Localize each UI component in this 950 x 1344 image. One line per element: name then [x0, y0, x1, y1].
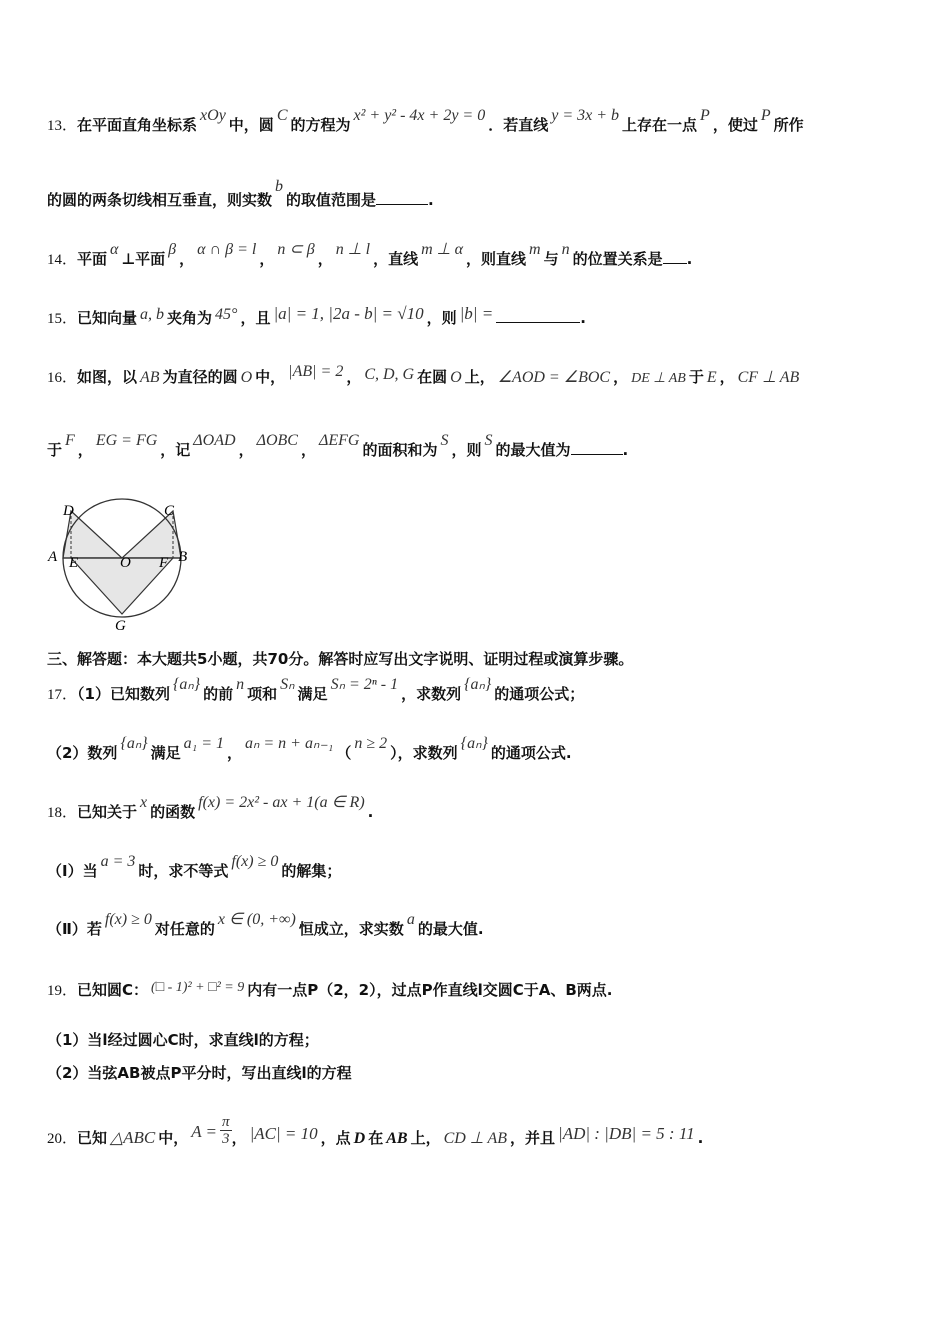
text: ，点	[320, 1129, 351, 1147]
q14-line	[47, 241, 693, 270]
math: AB	[140, 369, 160, 386]
text: 上，	[464, 368, 495, 386]
math: Sₙ = 2ⁿ - 1	[330, 676, 399, 693]
text: 于	[47, 441, 63, 459]
math: n	[561, 241, 570, 258]
math: |AD| : |DB| = 5 : 11	[558, 1124, 695, 1143]
math: ΔEFG	[318, 432, 360, 449]
text: .	[428, 191, 434, 209]
math: {aₙ}	[120, 735, 148, 752]
text: 已知关于	[77, 803, 138, 821]
text: 平面	[77, 250, 108, 268]
text: ，	[231, 1129, 247, 1147]
math: {aₙ}	[172, 676, 201, 693]
text: 的解集；	[281, 862, 342, 880]
text: 对任意的	[154, 920, 215, 938]
question-number: 19．	[47, 983, 78, 999]
math: a₁ = 1	[183, 735, 224, 752]
text: 的取值范围是	[286, 191, 377, 209]
text: ，直线	[373, 250, 419, 268]
math: x	[140, 794, 148, 811]
math: E	[706, 369, 717, 386]
text: .	[367, 803, 374, 821]
math: |AB| = 2	[288, 363, 344, 380]
text: 时，求不等式	[138, 862, 229, 880]
text: 的最大值.	[417, 920, 484, 938]
math: C, D, G	[364, 366, 415, 383]
label-a: A	[48, 549, 58, 565]
math: S	[440, 432, 449, 449]
math: m	[529, 241, 541, 258]
text: ，并且	[510, 1129, 556, 1147]
text: 于	[688, 368, 704, 386]
math: P	[700, 107, 710, 124]
text: 中，	[158, 1129, 189, 1147]
q16-line1	[47, 363, 802, 389]
math: F	[65, 432, 75, 449]
question-number: 17．	[47, 687, 78, 703]
math: |AC| = 10	[249, 1124, 318, 1143]
fraction-pi-over-3	[220, 1114, 232, 1147]
q18-line3	[47, 911, 484, 940]
answer-blank[interactable]	[376, 190, 428, 205]
text: 中，	[255, 368, 286, 386]
label-o: O	[120, 555, 131, 571]
numerator: π	[222, 1114, 230, 1130]
math: O	[240, 369, 253, 386]
math: DE ⊥ AB	[631, 371, 686, 386]
math: f(x) = 2x² - ax + 1(a ∈ R)	[198, 794, 365, 811]
text: （2）数列	[47, 744, 118, 762]
text: 为直径的圆	[162, 368, 238, 386]
math: aₙ = n + aₙ₋₁	[245, 735, 334, 752]
q18-line1	[47, 794, 374, 823]
q15-line	[47, 304, 586, 329]
text: 恒成立，求实数	[298, 920, 404, 938]
text: （	[336, 744, 352, 762]
text: ，	[77, 441, 93, 459]
q13-line2	[47, 178, 434, 211]
question-number: 13．	[47, 118, 78, 134]
text: 在	[368, 1129, 384, 1147]
text: 的方程为	[290, 116, 351, 134]
math: CF ⊥ AB	[737, 369, 800, 386]
math: y = 3x + b	[551, 107, 620, 124]
math: Sₙ	[280, 676, 295, 693]
label-g: G	[115, 618, 126, 634]
math: AB	[386, 1130, 408, 1147]
math: 45°	[215, 306, 238, 323]
text: 满足	[150, 744, 181, 762]
math: b	[275, 178, 284, 195]
text: ，且	[240, 309, 271, 327]
text: .	[697, 1129, 704, 1147]
text: .	[686, 250, 693, 268]
label-d: D	[63, 503, 74, 519]
q17-line2	[47, 735, 572, 764]
text: 的位置关系是	[572, 250, 663, 268]
q19-line3	[47, 1063, 352, 1083]
math: C	[276, 107, 288, 124]
text: 在圆	[417, 368, 448, 386]
text: （1）当l经过圆心C时，求直线l的方程；	[47, 1031, 319, 1049]
text: 内有一点P（2，2），过点P作直线l交圆C于A、B两点.	[247, 981, 613, 999]
text: 已知向量	[77, 309, 138, 327]
math: α	[110, 241, 119, 258]
text: 的圆的两条切线相互垂直，则实数	[47, 191, 273, 209]
q16-line2	[47, 432, 629, 461]
math: O	[450, 369, 462, 386]
math: f(x) ≥ 0	[231, 853, 279, 870]
text: 如图，以	[77, 368, 138, 386]
text: ，	[300, 441, 316, 459]
circle-figure	[44, 490, 214, 640]
math: {aₙ}	[460, 735, 488, 752]
math: a	[406, 911, 415, 928]
label-e: E	[69, 555, 79, 571]
text: 上，	[410, 1129, 441, 1147]
text: 满足	[297, 685, 328, 703]
text: ），求数列	[390, 744, 458, 762]
text: ．若直线	[488, 116, 549, 134]
text: ，	[613, 368, 629, 386]
answer-blank[interactable]	[663, 249, 687, 264]
math: |b| =	[459, 304, 494, 323]
question-number: 16．	[47, 370, 78, 386]
q17-line1	[47, 676, 585, 705]
q19-line2	[47, 1030, 319, 1050]
text: ，记	[160, 441, 191, 459]
math: P	[760, 107, 771, 124]
math: a, b	[140, 306, 165, 323]
text: 的通项公式.	[490, 744, 572, 762]
q20-line1	[47, 1114, 704, 1155]
math: β	[168, 241, 177, 258]
math-image: (□ - 1)² + □² = 9	[151, 980, 245, 995]
text: 的函数	[150, 803, 196, 821]
text: 与	[543, 250, 559, 268]
text: 的最大值为	[495, 441, 571, 459]
text: .	[622, 441, 629, 459]
text: ⊥平面	[121, 250, 166, 268]
text: （2）当弦AB被点P平分时，写出直线l的方程	[47, 1064, 352, 1082]
label-c: C	[164, 503, 175, 519]
text: ，则直线	[466, 250, 527, 268]
denominator: 3	[222, 1131, 230, 1147]
section-3-heading: 三、解答题：本大题共5小题，共70分。解答时应写出文字说明、证明过程或演算步骤。	[47, 650, 634, 668]
math: α ∩ β = l	[197, 241, 257, 258]
math: n ⊂ β	[277, 241, 315, 258]
math: ∠AOD = ∠BOC	[497, 369, 611, 386]
text: ，	[226, 744, 242, 762]
math: xOy	[200, 107, 226, 124]
question-number: 15．	[47, 311, 78, 327]
text: 项和	[247, 685, 278, 703]
label-b: B	[178, 549, 188, 565]
math: a = 3	[100, 853, 136, 870]
text: ，	[317, 250, 333, 268]
answer-blank[interactable]	[496, 308, 580, 323]
text: （1）已知数列	[77, 685, 170, 703]
math: |a| = 1, |2a - b| = √10	[273, 304, 424, 323]
text: .	[580, 309, 586, 327]
q18-line2	[47, 853, 342, 882]
text: 的面积和为	[362, 441, 438, 459]
text: ，使过	[712, 116, 758, 134]
math: A =	[191, 1122, 218, 1141]
math: EG = FG	[95, 432, 158, 449]
text: ，求数列	[401, 685, 462, 703]
q13-line1	[47, 107, 804, 136]
text: （Ⅰ）当	[47, 862, 98, 880]
math: {aₙ}	[464, 676, 492, 693]
text: 所作	[773, 116, 804, 134]
math: ΔOAD	[193, 432, 236, 449]
question-number: 20．	[47, 1131, 78, 1147]
text: 夹角为	[167, 309, 213, 327]
text: ，则	[451, 441, 482, 459]
q19-line1	[47, 980, 612, 1002]
question-number: 18．	[47, 805, 78, 821]
math: △ABC	[110, 1128, 156, 1147]
math: m ⊥ α	[421, 241, 464, 258]
math: x² + y² - 4x + 2y = 0	[353, 107, 486, 124]
math: ΔOBC	[256, 432, 298, 449]
math: n	[236, 676, 245, 693]
text: ，	[259, 250, 275, 268]
text: ，	[719, 368, 735, 386]
question-number: 14．	[47, 252, 78, 268]
text: 上存在一点	[622, 116, 698, 134]
text: ，则	[426, 309, 457, 327]
math: x ∈ (0, +∞)	[217, 911, 296, 928]
text: ，	[346, 368, 362, 386]
text: ，	[238, 441, 254, 459]
text: 中，圆	[228, 116, 274, 134]
label-f: F	[159, 555, 169, 571]
math: CD ⊥ AB	[443, 1130, 507, 1147]
text: 已知	[77, 1129, 108, 1147]
math: f(x) ≥ 0	[104, 911, 152, 928]
math: D	[353, 1130, 366, 1147]
math: n ⊥ l	[335, 241, 371, 258]
answer-blank[interactable]	[571, 440, 623, 455]
text: 的通项公式；	[494, 685, 585, 703]
math: n ≥ 2	[354, 735, 388, 752]
math: S	[484, 432, 493, 449]
text: （Ⅱ）若	[47, 920, 102, 938]
text: 已知圆C：	[77, 981, 149, 999]
text: 在平面直角坐标系	[77, 116, 198, 134]
text: ，	[179, 250, 195, 268]
text: 的前	[203, 685, 234, 703]
